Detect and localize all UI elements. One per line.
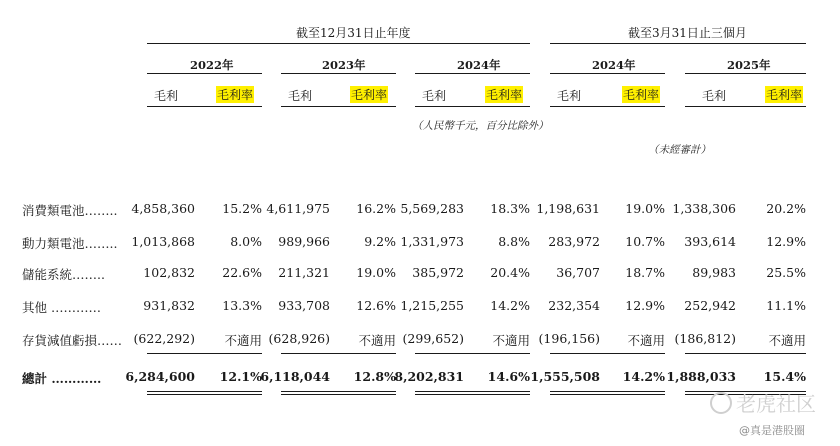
year-2025-q1: 2025年 (727, 58, 771, 72)
energy-storage-label: 儲能系統…….. (22, 267, 105, 282)
total-gm-2024: 14.6% (487, 369, 530, 384)
others-gp-2023: 933,708 (278, 298, 330, 313)
others-gm-2023: 12.6% (356, 298, 396, 313)
energy-storage-gp-2024: 385,972 (412, 265, 464, 280)
col-gross-margin-2024: 毛利率 (486, 88, 523, 102)
year-2024-q1: 2024年 (592, 58, 636, 72)
total-double-rule-1-0 (281, 391, 396, 392)
consumer-battery-gm-2023: 16.2% (356, 201, 396, 216)
tiger-logo-icon (710, 392, 732, 414)
col-gross-profit-2022: 毛利 (154, 89, 179, 103)
total-gm-2025-q1: 15.4% (763, 369, 806, 384)
consumer-battery-gp-2024-q1: 1,198,631 (536, 201, 600, 216)
consumer-battery-gm-2024: 18.3% (490, 201, 530, 216)
consumer-battery-gp-2023: 4,611,975 (266, 201, 330, 216)
total-gm-2023: 12.8% (353, 369, 396, 384)
consumer-battery-gm-2024-q1: 19.0% (625, 201, 665, 216)
others-label: 其他 ………… (22, 300, 101, 315)
subtotal-rule-2 (415, 353, 530, 354)
sub-rule-2025-q1 (685, 106, 806, 107)
power-battery-gm-2022: 8.0% (230, 234, 262, 249)
inventory-impairment-gp-2024: (299,652) (402, 331, 464, 346)
total-double-rule-3-1 (550, 394, 665, 395)
total-double-rule-3-0 (550, 391, 665, 392)
total-double-rule-0-1 (147, 394, 262, 395)
power-battery-gp-2025-q1: 393,614 (684, 234, 736, 249)
inventory-impairment-label: 存貨減值虧損…… (22, 333, 123, 348)
energy-storage-gp-2025-q1: 89,983 (692, 265, 736, 280)
inventory-impairment-gm-2024-q1: 不適用 (627, 333, 665, 348)
energy-storage-gm-2022: 22.6% (222, 265, 262, 280)
group-rule-year (147, 43, 530, 44)
year-rule-2024 (415, 73, 530, 74)
inventory-impairment-gp-2023: (628,926) (268, 331, 330, 346)
others-gp-2024-q1: 232,354 (548, 298, 600, 313)
watermark-source: @真是港股圈 (739, 424, 805, 437)
others-gm-2024-q1: 12.9% (625, 298, 665, 313)
inventory-impairment-gp-2024-q1: (196,156) (538, 331, 600, 346)
col-gross-margin-2024-q1: 毛利率 (623, 88, 660, 102)
power-battery-gp-2022: 1,013,868 (131, 234, 195, 249)
total-double-rule-0-0 (147, 391, 262, 392)
consumer-battery-label: 消費類電池…….. (22, 203, 118, 218)
power-battery-gp-2024-q1: 283,972 (548, 234, 600, 249)
others-gp-2022: 931,832 (143, 298, 195, 313)
inventory-impairment-gm-2025-q1: 不適用 (768, 333, 806, 348)
total-label: 總計 ………… (22, 371, 102, 386)
total-gp-2024: 8,202,831 (394, 369, 464, 384)
power-battery-gp-2024: 1,331,973 (400, 234, 464, 249)
col-gross-margin-2025-q1: 毛利率 (766, 88, 803, 102)
watermark-logo-text: 老虎社区 (736, 392, 816, 416)
sub-rule-2023 (281, 106, 396, 107)
energy-storage-gp-2023: 211,321 (278, 265, 330, 280)
sub-rule-2024 (415, 106, 530, 107)
power-battery-label: 動力類電池…….. (22, 236, 118, 251)
group-rule-quarter (550, 43, 806, 44)
consumer-battery-gp-2025-q1: 1,338,306 (672, 201, 736, 216)
unit-note: （人民幣千元，百分比除外） (412, 120, 549, 132)
year-rule-2025-q1 (685, 73, 806, 74)
consumer-battery-gm-2025-q1: 20.2% (766, 201, 806, 216)
header-quarter-group: 截至3月31日止三個月 (628, 26, 747, 40)
sub-rule-2024-q1 (550, 106, 665, 107)
others-gm-2022: 13.3% (222, 298, 262, 313)
year-2022: 2022年 (190, 58, 234, 72)
year-2023: 2023年 (322, 58, 366, 72)
energy-storage-gm-2024: 20.4% (490, 265, 530, 280)
year-rule-2022 (147, 73, 262, 74)
year-rule-2023 (281, 73, 396, 74)
others-gm-2024: 14.2% (490, 298, 530, 313)
sub-rule-2022 (147, 106, 262, 107)
others-gp-2024: 1,215,255 (400, 298, 464, 313)
unaudited-note: （未經審計） (648, 144, 711, 156)
energy-storage-gm-2024-q1: 18.7% (625, 265, 665, 280)
col-gross-profit-2025-q1: 毛利 (702, 89, 727, 103)
power-battery-gm-2024-q1: 10.7% (625, 234, 665, 249)
total-double-rule-2-1 (415, 394, 530, 395)
consumer-battery-gp-2022: 4,858,360 (131, 201, 195, 216)
year-2024: 2024年 (457, 58, 501, 72)
power-battery-gp-2023: 989,966 (278, 234, 330, 249)
inventory-impairment-gp-2022: (622,292) (133, 331, 195, 346)
inventory-impairment-gm-2022: 不適用 (224, 333, 262, 348)
year-rule-2024-q1 (550, 73, 665, 74)
subtotal-rule-4 (685, 353, 806, 354)
inventory-impairment-gp-2025-q1: (186,812) (674, 331, 736, 346)
col-gross-margin-2022: 毛利率 (217, 88, 254, 102)
energy-storage-gm-2023: 19.0% (356, 265, 396, 280)
total-double-rule-1-1 (281, 394, 396, 395)
energy-storage-gp-2022: 102,832 (143, 265, 195, 280)
subtotal-rule-1 (281, 353, 396, 354)
subtotal-rule-0 (147, 353, 262, 354)
others-gp-2025-q1: 252,942 (684, 298, 736, 313)
col-gross-profit-2023: 毛利 (288, 89, 313, 103)
energy-storage-gp-2024-q1: 36,707 (556, 265, 600, 280)
inventory-impairment-gm-2024: 不適用 (492, 333, 530, 348)
total-gm-2024-q1: 14.2% (622, 369, 665, 384)
total-double-rule-2-0 (415, 391, 530, 392)
others-gm-2025-q1: 11.1% (766, 298, 806, 313)
power-battery-gm-2023: 9.2% (364, 234, 396, 249)
col-gross-profit-2024-q1: 毛利 (557, 89, 582, 103)
subtotal-rule-3 (550, 353, 665, 354)
total-gp-2023: 6,118,044 (260, 369, 330, 384)
power-battery-gm-2024: 8.8% (498, 234, 530, 249)
total-gp-2025-q1: 1,888,033 (666, 369, 736, 384)
header-year-group: 截至12月31日止年度 (296, 26, 411, 40)
total-gp-2022: 6,284,600 (125, 369, 195, 384)
col-gross-margin-2023: 毛利率 (351, 88, 388, 102)
tiger-community-logo (710, 388, 816, 417)
total-gp-2024-q1: 1,555,508 (530, 369, 600, 384)
energy-storage-gm-2025-q1: 25.5% (766, 265, 806, 280)
power-battery-gm-2025-q1: 12.9% (766, 234, 806, 249)
col-gross-profit-2024: 毛利 (422, 89, 447, 103)
consumer-battery-gm-2022: 15.2% (222, 201, 262, 216)
total-gm-2022: 12.1% (219, 369, 262, 384)
inventory-impairment-gm-2023: 不適用 (358, 333, 396, 348)
consumer-battery-gp-2024: 5,569,283 (400, 201, 464, 216)
